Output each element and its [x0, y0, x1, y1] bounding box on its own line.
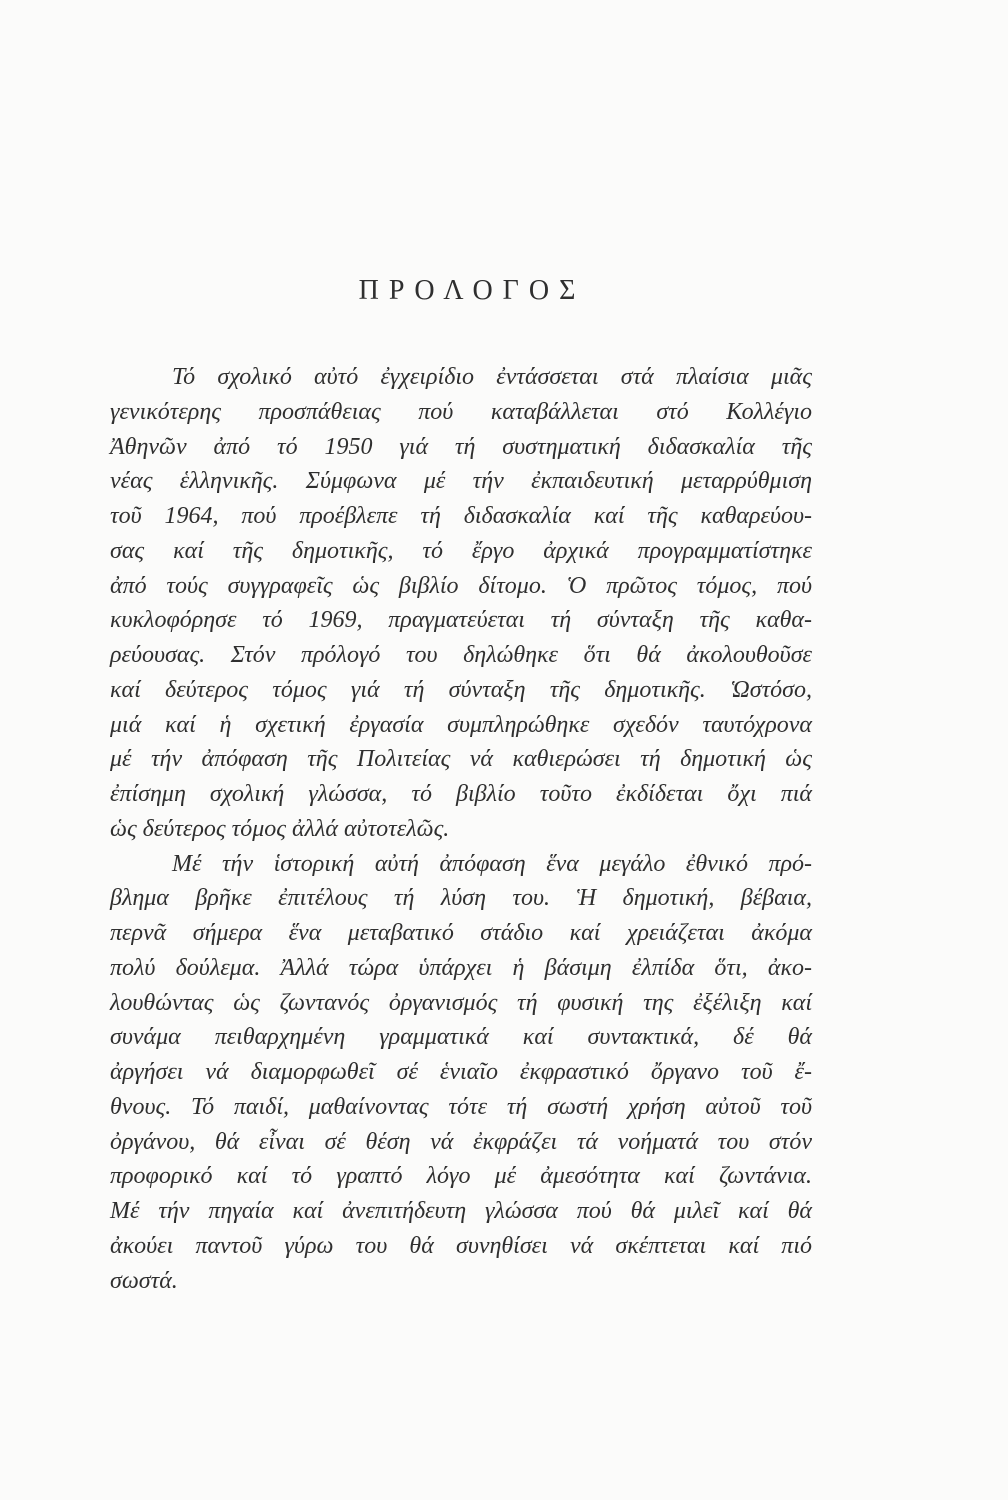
paragraph-1: [110, 360, 812, 847]
text-line: ἀκούει παντοῦ γύρω του θά συνηθίσει νά σκέπτεται καί πιό: [110, 1232, 812, 1259]
text-line: σας καί τῆς δημοτικῆς, τό ἔργο ἀρχικά προγραμματίστηκε: [110, 537, 812, 564]
text-line: νέας ἑλληνικῆς. Σύμφωνα μέ τήν ἐκπαιδευτική μεταρρύθμιση: [110, 468, 812, 495]
text-line: ρεύουσας. Στόν πρόλογό του δηλώθηκε ὅτι θά ἀκολουθοῦσε: [110, 642, 812, 668]
text-line: μέ τήν ἀπόφαση τῆς Πολιτείας νά καθιερώσει τή δημοτική ὡς: [110, 746, 812, 773]
page-title: ΠΡΟΛΟΓΟΣ: [358, 274, 586, 306]
paragraph-2: [110, 847, 812, 1299]
text-line: τοῦ 1964, πού προέβλεπε τή διδασκαλία καί τῆς καθαρεύου-: [110, 503, 812, 529]
text-line: βλημα βρῆκε ἐπιτέλους τή λύση του. Ἡ δημοτική, βέβαια,: [110, 885, 812, 912]
text-line: ἀπό τούς συγγραφεῖς ὡς βιβλίο δίτομο. Ὁ πρῶτος τόμος, πού: [110, 572, 812, 599]
text-line: μιά καί ἡ σχετική ἐργασία συμπληρώθηκε σχεδόν ταυτόχρονα: [110, 711, 812, 738]
text-line: θνους. Τό παιδί, μαθαίνοντας τότε τή σωστή χρήση αὐτοῦ τοῦ: [110, 1093, 812, 1120]
text-line: συνάμα πειθαρχημένη γραμματικά καί συντακτικά, δέ θά: [110, 1024, 812, 1051]
text-line: ὡς δεύτερος τόμος ἀλλά αὐτοτελῶς.: [110, 815, 450, 842]
text-line: Μέ τήν ἱστορική αὐτή ἀπόφαση ἕνα μεγάλο ἐθνικό πρό-: [172, 850, 812, 877]
text-line: ὀργάνου, θά εἶναι σέ θέση νά ἐκφράζει τά νοήματά του στόν: [110, 1128, 812, 1155]
preface-body: [110, 360, 812, 1298]
text-line: σωστά.: [110, 1267, 178, 1294]
text-line: Ἀθηνῶν ἀπό τό 1950 γιά τή συστηματική διδασκαλία τῆς: [110, 433, 812, 460]
text-line: λουθώντας ὡς ζωντανός ὀργανισμός τή φυσική της ἐξέλιξη καί: [110, 989, 812, 1016]
text-line: περνᾶ σήμερα ἕνα μεταβατικό στάδιο καί χρειάζεται ἀκόμα: [110, 920, 812, 946]
text-line: ἐπίσημη σχολική γλώσσα, τό βιβλίο τοῦτο ἐκδίδεται ὄχι πιά: [110, 781, 812, 807]
text-line: ἀργήσει νά διαμορφωθεῖ σέ ἑνιαῖο ἐκφραστικό ὄργανο τοῦ ἔ-: [110, 1059, 812, 1085]
text-line: πολύ δούλεμα. Ἀλλά τώρα ὑπάρχει ἡ βάσιμη ἐλπίδα ὅτι, ἀκο-: [110, 954, 812, 981]
text-line: καί δεύτερος τόμος γιά τή σύνταξη τῆς δημοτικῆς. Ὡστόσο,: [110, 676, 812, 703]
text-line: προφορικό καί τό γραπτό λόγο μέ ἀμεσότητα καί ζωντάνια.: [110, 1163, 812, 1190]
text-line: Μέ τήν πηγαία καί ἀνεπιτήδευτη γλώσσα πού θά μιλεῖ καί θά: [110, 1198, 812, 1224]
text-line: Τό σχολικό αὐτό ἐγχειρίδιο ἐντάσσεται στά πλαίσια μιᾶς: [172, 364, 812, 390]
text-line: κυκλοφόρησε τό 1969, πραγματεύεται τή σύνταξη τῆς καθα-: [110, 607, 812, 634]
text-line: γενικότερης προσπάθειας πού καταβάλλεται στό Κολλέγιο: [110, 398, 812, 425]
